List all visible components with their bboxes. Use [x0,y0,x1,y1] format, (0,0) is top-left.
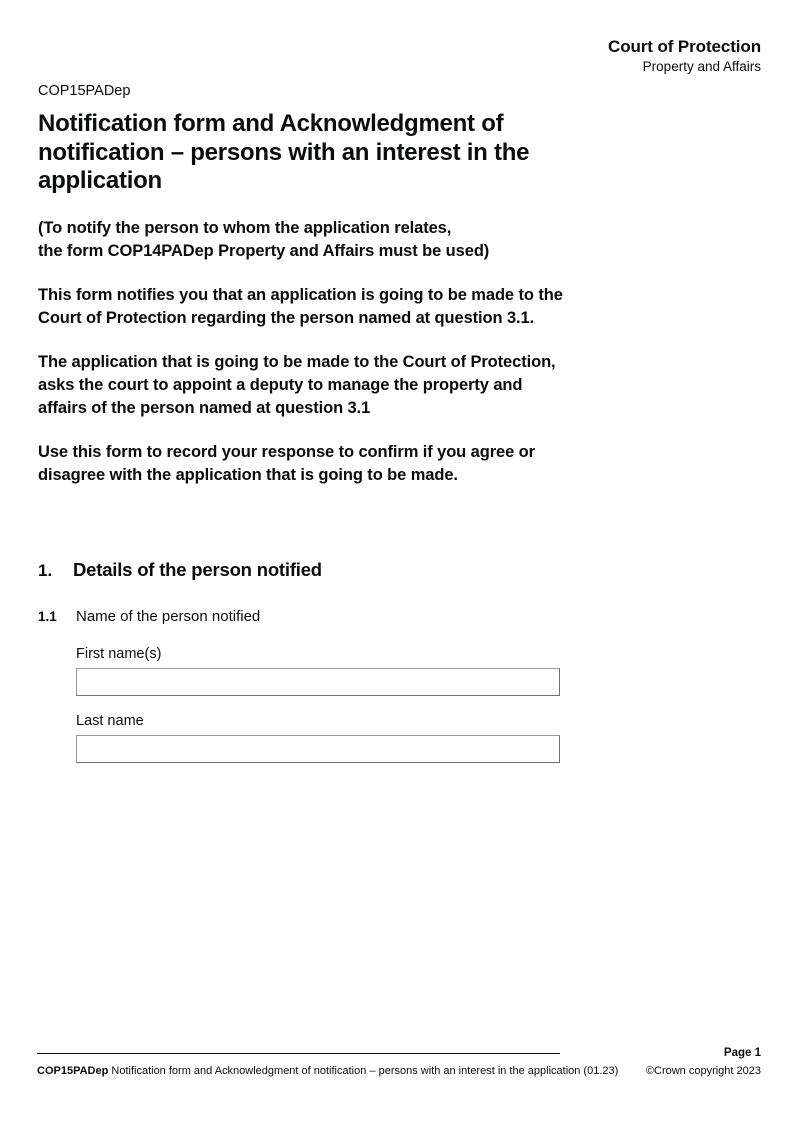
last-name-input[interactable] [76,735,560,763]
intro-paragraph-1: This form notifies you that an application is going to be made to the Court of Protection regarding the person named at question 3.1. [38,285,563,327]
section-details-of-the-person-notified [38,559,568,763]
field-label-last-name: Last name [76,712,144,729]
name-fields-group [76,645,560,763]
section-number: 1. [38,560,53,580]
footer-divider [37,1053,560,1054]
document-footer [0,1040,800,1130]
page-title: Notification form and Acknowledgment of notification – persons with an interest in the application [38,110,530,194]
intro-paragraph-3: Use this form to record your response to confirm if you agree or disagree with the application that is going to be made. [38,442,535,484]
field-last-name [76,712,560,763]
footer-description [37,1064,618,1078]
question-number: 1.1 [38,608,57,624]
field-label-first-names: First name(s) [76,645,162,662]
first-names-input[interactable] [76,668,560,696]
footer-description-text: Notification form and Acknowledgment of notification – persons with an interest in the application (01.23) [108,1065,619,1077]
footer-form-code: COP15PADep [37,1065,109,1077]
intro-paragraph-2: The application that is going to be made to the Court of Protection, asks the court to appoint a deputy to manage the property and affairs of the person named at question 3.1 [38,352,556,417]
section-title: Details of the person notified [73,558,322,580]
title-subnote-line-1: (To notify the person to whom the application relates, [38,218,452,237]
header-division: Property and Affairs [642,59,761,74]
footer-copyright: ©Crown copyright 2023 [645,1065,761,1077]
question-1-1 [38,608,568,626]
title-subnote [38,217,568,263]
form-code: COP15PADep [38,83,131,99]
document-header [608,36,761,76]
field-first-names [76,645,560,696]
question-text: Name of the person notified [76,607,261,625]
page-number: Page 1 [723,1047,761,1059]
title-subnote-line-2: the form COP14PADep Property and Affairs must be used) [38,241,490,260]
header-organisation: Court of Protection [608,37,761,56]
document-body [38,110,568,763]
section-heading [38,559,568,582]
